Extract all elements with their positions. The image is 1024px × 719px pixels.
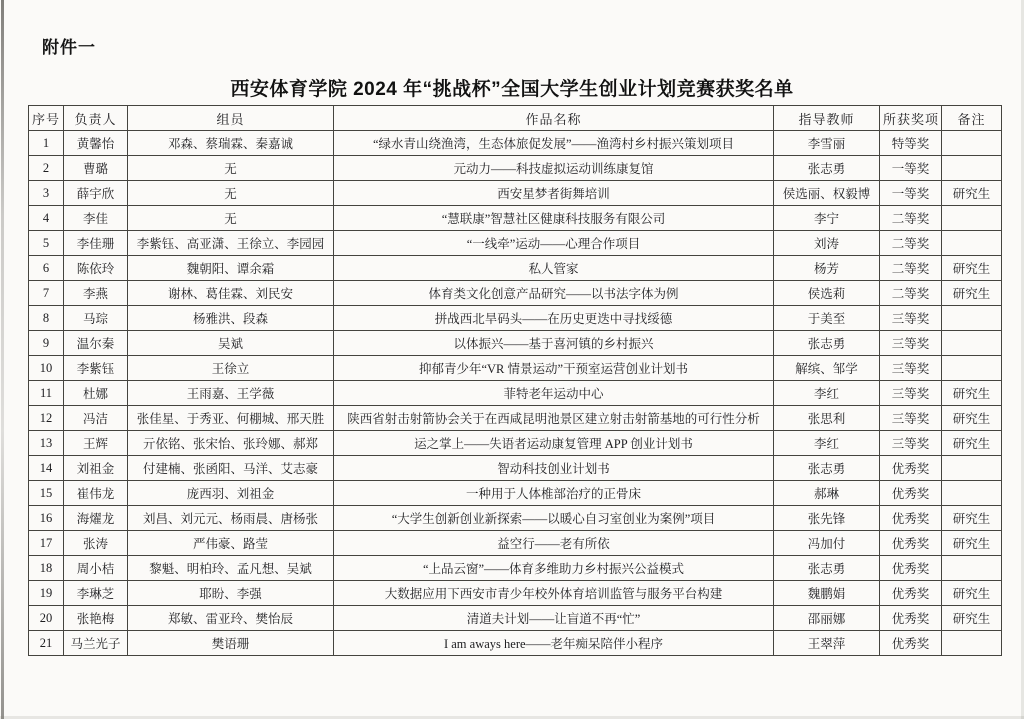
page-title: 西安体育学院 2024 年“挑战杯”全国大学生创业计划竞赛获奖名单 (230, 79, 794, 100)
cell-work: 一种用于人体椎部治疗的正骨床 (334, 481, 774, 506)
cell-work: 益空行——老有所依 (334, 531, 774, 556)
attachment-label: 附件一 (42, 38, 96, 57)
table-row (29, 456, 1002, 481)
cell-note (942, 131, 1002, 156)
cell-work: 西安星梦者街舞培训 (334, 181, 774, 206)
cell-leader: 李燕 (64, 281, 128, 306)
header-col-work: 作品名称 (334, 106, 774, 131)
table-row (29, 306, 1002, 331)
cell-members: 魏朝阳、谭余霜 (128, 256, 334, 281)
table-row (29, 606, 1002, 631)
cell-award: 二等奖 (880, 206, 942, 231)
cell-leader: 曹璐 (64, 156, 128, 181)
cell-members: 无 (128, 206, 334, 231)
cell-work: 元动力——科技虚拟运动训练康复馆 (334, 156, 774, 181)
table-row (29, 506, 1002, 531)
cell-members: 无 (128, 156, 334, 181)
cell-no: 6 (29, 256, 64, 281)
cell-note (942, 206, 1002, 231)
cell-members: 张佳星、于秀亚、何棚城、邢天胜 (128, 406, 334, 431)
cell-note (942, 306, 1002, 331)
table-row (29, 381, 1002, 406)
cell-note: 研究生 (942, 381, 1002, 406)
cell-members: 邓森、蔡瑞霖、秦嘉诚 (128, 131, 334, 156)
awards-table (28, 105, 1002, 656)
header-col-award: 所获奖项 (880, 106, 942, 131)
cell-members: 亓依铭、张宋怡、张玲娜、郝郑 (128, 431, 334, 456)
cell-no: 10 (29, 356, 64, 381)
cell-no: 8 (29, 306, 64, 331)
cell-work: 以体振兴——基于喜河镇的乡村振兴 (334, 331, 774, 356)
cell-award: 三等奖 (880, 381, 942, 406)
cell-leader: 李佳珊 (64, 231, 128, 256)
cell-award: 一等奖 (880, 181, 942, 206)
cell-leader: 王辉 (64, 431, 128, 456)
cell-members: 樊语珊 (128, 631, 334, 656)
cell-work: 陕西省射击射箭协会关于在西咸昆明池景区建立射击射箭基地的可行性分析 (334, 406, 774, 431)
cell-advisor: 张志勇 (774, 331, 880, 356)
cell-award: 优秀奖 (880, 481, 942, 506)
cell-award: 三等奖 (880, 431, 942, 456)
table-row (29, 631, 1002, 656)
cell-members: 王雨嘉、王学薇 (128, 381, 334, 406)
cell-no: 17 (29, 531, 64, 556)
cell-note: 研究生 (942, 531, 1002, 556)
cell-advisor: 张志勇 (774, 156, 880, 181)
cell-no: 3 (29, 181, 64, 206)
cell-work: “上品云窗”——体育多维助力乡村振兴公益模式 (334, 556, 774, 581)
cell-no: 4 (29, 206, 64, 231)
cell-note: 研究生 (942, 431, 1002, 456)
cell-no: 12 (29, 406, 64, 431)
cell-members: 杨雅洪、段森 (128, 306, 334, 331)
cell-note (942, 231, 1002, 256)
cell-award: 三等奖 (880, 406, 942, 431)
table-row (29, 256, 1002, 281)
cell-leader: 薛宇欣 (64, 181, 128, 206)
cell-work: 大数据应用下西安市青少年校外体育培训监管与服务平台构建 (334, 581, 774, 606)
cell-advisor: 张志勇 (774, 456, 880, 481)
cell-work: I am aways here——老年痴呆陪伴小程序 (334, 631, 774, 656)
cell-work: “绿水青山绕渔湾，生态体旅促发展”——渔湾村乡村振兴策划项目 (334, 131, 774, 156)
cell-award: 三等奖 (880, 331, 942, 356)
table-row (29, 331, 1002, 356)
table-row (29, 156, 1002, 181)
cell-work: 抑郁青少年“VR 情景运动”干预室运营创业计划书 (334, 356, 774, 381)
cell-leader: 李佳 (64, 206, 128, 231)
cell-advisor: 王翠萍 (774, 631, 880, 656)
cell-note: 研究生 (942, 606, 1002, 631)
cell-no: 14 (29, 456, 64, 481)
cell-award: 优秀奖 (880, 581, 942, 606)
cell-advisor: 于美至 (774, 306, 880, 331)
cell-work: 智动科技创业计划书 (334, 456, 774, 481)
cell-award: 三等奖 (880, 306, 942, 331)
cell-advisor: 魏鹏娟 (774, 581, 880, 606)
cell-leader: 陈依玲 (64, 256, 128, 281)
cell-advisor: 邵丽娜 (774, 606, 880, 631)
cell-members: 黎魁、明柏玲、孟凡想、吴斌 (128, 556, 334, 581)
cell-no: 7 (29, 281, 64, 306)
cell-note (942, 456, 1002, 481)
cell-work: 私人管家 (334, 256, 774, 281)
table-row (29, 431, 1002, 456)
cell-no: 15 (29, 481, 64, 506)
table-row (29, 206, 1002, 231)
cell-work: 菲特老年运动中心 (334, 381, 774, 406)
cell-no: 21 (29, 631, 64, 656)
cell-no: 5 (29, 231, 64, 256)
cell-work: “大学生创新创业新探索——以暖心自习室创业为案例”项目 (334, 506, 774, 531)
cell-leader: 刘祖金 (64, 456, 128, 481)
table-row (29, 481, 1002, 506)
cell-note: 研究生 (942, 181, 1002, 206)
cell-no: 1 (29, 131, 64, 156)
header-col-note: 备注 (942, 106, 1002, 131)
table-header-row (29, 106, 1002, 131)
cell-advisor: 解缤、邹学 (774, 356, 880, 381)
cell-work: 清道夫计划——让盲道不再“忙” (334, 606, 774, 631)
cell-no: 19 (29, 581, 64, 606)
cell-award: 优秀奖 (880, 506, 942, 531)
cell-award: 优秀奖 (880, 456, 942, 481)
cell-work: 拼战西北旱码头——在历史更迭中寻找绥德 (334, 306, 774, 331)
table-body (29, 131, 1002, 656)
cell-members: 严伟豪、路莹 (128, 531, 334, 556)
header-col-advisor: 指导教师 (774, 106, 880, 131)
table-row (29, 231, 1002, 256)
cell-award: 特等奖 (880, 131, 942, 156)
cell-members: 耶盼、李强 (128, 581, 334, 606)
cell-leader: 马兰光子 (64, 631, 128, 656)
header-col-members: 组员 (128, 106, 334, 131)
table-row (29, 581, 1002, 606)
cell-no: 16 (29, 506, 64, 531)
cell-note (942, 631, 1002, 656)
cell-leader: 黄馨怡 (64, 131, 128, 156)
cell-note (942, 481, 1002, 506)
cell-award: 一等奖 (880, 156, 942, 181)
table-row (29, 131, 1002, 156)
cell-members: 庞西羽、刘祖金 (128, 481, 334, 506)
cell-award: 二等奖 (880, 256, 942, 281)
cell-no: 13 (29, 431, 64, 456)
cell-leader: 马琮 (64, 306, 128, 331)
cell-award: 优秀奖 (880, 606, 942, 631)
cell-members: 无 (128, 181, 334, 206)
cell-members: 付建楠、张函阳、马洋、艾志豪 (128, 456, 334, 481)
cell-award: 三等奖 (880, 356, 942, 381)
cell-advisor: 杨芳 (774, 256, 880, 281)
cell-no: 20 (29, 606, 64, 631)
cell-members: 刘昌、刘元元、杨雨晨、唐杨张 (128, 506, 334, 531)
cell-award: 优秀奖 (880, 631, 942, 656)
cell-note: 研究生 (942, 256, 1002, 281)
cell-members: 郑敏、雷亚玲、樊怡辰 (128, 606, 334, 631)
cell-advisor: 李雪丽 (774, 131, 880, 156)
cell-leader: 张艳梅 (64, 606, 128, 631)
cell-note (942, 556, 1002, 581)
cell-advisor: 侯选丽、权毅博 (774, 181, 880, 206)
cell-leader: 周小桔 (64, 556, 128, 581)
cell-note: 研究生 (942, 406, 1002, 431)
cell-note (942, 331, 1002, 356)
cell-advisor: 李红 (774, 431, 880, 456)
table-row (29, 556, 1002, 581)
cell-no: 18 (29, 556, 64, 581)
cell-members: 王徐立 (128, 356, 334, 381)
cell-leader: 李琳芝 (64, 581, 128, 606)
cell-advisor: 李宁 (774, 206, 880, 231)
cell-advisor: 张先锋 (774, 506, 880, 531)
table-row (29, 181, 1002, 206)
table-row (29, 281, 1002, 306)
cell-work: 体育类文化创意产品研究——以书法字体为例 (334, 281, 774, 306)
table-row (29, 531, 1002, 556)
cell-advisor: 张思利 (774, 406, 880, 431)
cell-members: 李紫钰、高亚潇、王徐立、李园园 (128, 231, 334, 256)
header-col-no: 序号 (29, 106, 64, 131)
cell-no: 2 (29, 156, 64, 181)
cell-leader: 海燿龙 (64, 506, 128, 531)
cell-note: 研究生 (942, 506, 1002, 531)
cell-note (942, 156, 1002, 181)
header-col-leader: 负责人 (64, 106, 128, 131)
cell-advisor: 冯加付 (774, 531, 880, 556)
table-row (29, 406, 1002, 431)
cell-work: “一线牵”运动——心理合作项目 (334, 231, 774, 256)
cell-advisor: 侯选莉 (774, 281, 880, 306)
cell-work: 运之掌上——失语者运动康复管理 APP 创业计划书 (334, 431, 774, 456)
cell-note (942, 356, 1002, 381)
cell-advisor: 张志勇 (774, 556, 880, 581)
cell-award: 二等奖 (880, 281, 942, 306)
cell-no: 11 (29, 381, 64, 406)
cell-members: 谢林、葛佳霖、刘民安 (128, 281, 334, 306)
cell-leader: 杜娜 (64, 381, 128, 406)
cell-leader: 冯洁 (64, 406, 128, 431)
cell-leader: 崔伟龙 (64, 481, 128, 506)
scan-paper-edge-left (1, 0, 4, 719)
cell-award: 优秀奖 (880, 531, 942, 556)
cell-note: 研究生 (942, 581, 1002, 606)
cell-advisor: 郝琳 (774, 481, 880, 506)
cell-advisor: 李红 (774, 381, 880, 406)
cell-award: 二等奖 (880, 231, 942, 256)
cell-advisor: 刘涛 (774, 231, 880, 256)
cell-members: 吴斌 (128, 331, 334, 356)
cell-award: 优秀奖 (880, 556, 942, 581)
cell-leader: 温尔秦 (64, 331, 128, 356)
table-row (29, 356, 1002, 381)
cell-leader: 张涛 (64, 531, 128, 556)
cell-note: 研究生 (942, 281, 1002, 306)
cell-leader: 李紫钰 (64, 356, 128, 381)
cell-no: 9 (29, 331, 64, 356)
cell-work: “慧联康”智慧社区健康科技服务有限公司 (334, 206, 774, 231)
